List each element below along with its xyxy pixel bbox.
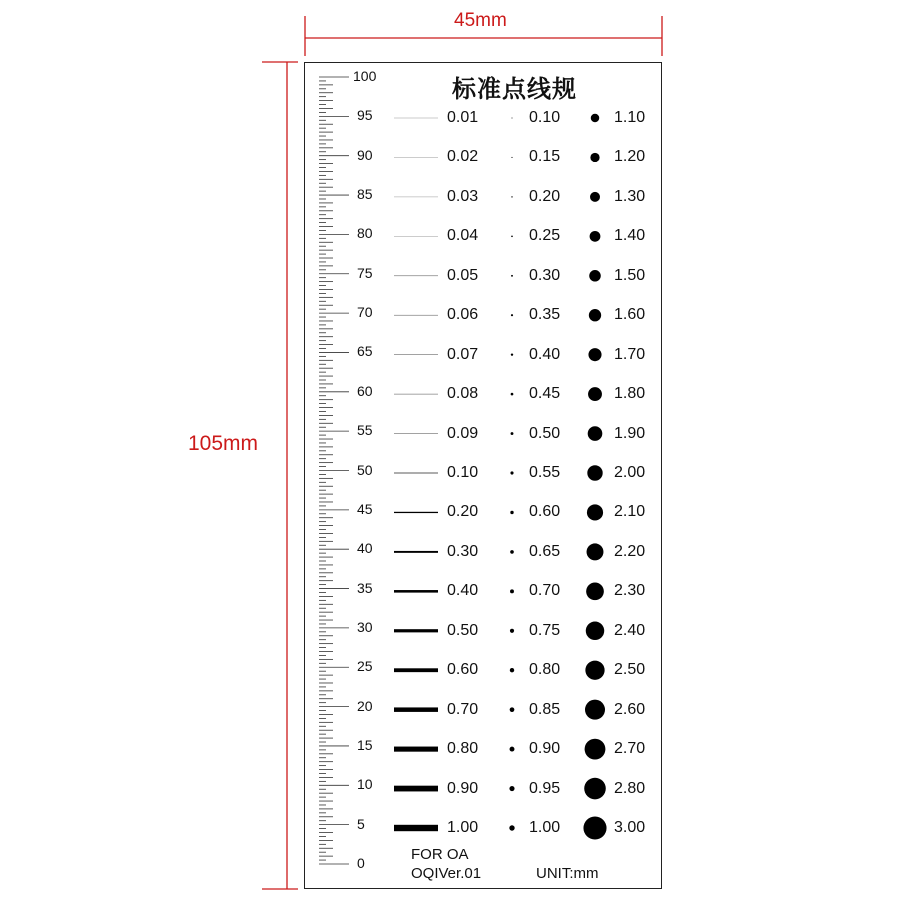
large-dot-label: 1.30 — [614, 187, 646, 205]
large-dot-label: 1.80 — [614, 385, 646, 403]
large-dot-label: 2.10 — [614, 503, 646, 521]
line-sample-label: 0.70 — [447, 700, 479, 718]
large-dot-sample — [587, 543, 604, 560]
ruler-tick-label: 70 — [357, 304, 373, 321]
ruler-tick-label: 90 — [357, 146, 373, 163]
small-dot-sample — [510, 471, 513, 474]
large-dot-label: 2.30 — [614, 582, 646, 600]
small-dot-label: 0.30 — [529, 266, 561, 284]
line-sample — [394, 433, 438, 434]
large-dot-label: 2.50 — [614, 661, 646, 679]
small-dot-sample — [511, 432, 514, 435]
small-dot-sample — [509, 786, 514, 791]
line-sample — [394, 354, 438, 355]
small-dot-sample — [510, 629, 514, 633]
small-dot-label: 0.20 — [529, 187, 561, 205]
small-dot-label: 0.15 — [529, 148, 561, 166]
line-sample — [394, 512, 438, 513]
large-dot-sample — [585, 700, 605, 720]
large-dot-label: 2.60 — [614, 700, 646, 718]
line-sample-label: 0.09 — [447, 424, 479, 442]
small-dot-label: 0.95 — [529, 779, 561, 797]
large-dot-label: 1.20 — [614, 148, 646, 166]
small-dot-label: 0.70 — [529, 582, 561, 600]
line-sample — [394, 747, 438, 752]
ruler-tick-label: 10 — [357, 776, 373, 793]
line-sample — [394, 825, 438, 831]
small-dot-sample — [510, 511, 513, 514]
small-dot-label: 0.10 — [529, 109, 561, 126]
large-dot-label: 1.60 — [614, 306, 646, 324]
ruler-tick-label: 65 — [357, 343, 373, 360]
large-dot-sample — [589, 309, 601, 321]
small-dot-sample — [511, 157, 512, 158]
gauge-title: 标准点线规 — [452, 75, 577, 103]
small-dot-sample — [510, 747, 515, 752]
line-sample-label: 0.10 — [447, 464, 479, 481]
line-sample — [394, 275, 438, 276]
large-dot-sample — [588, 348, 601, 361]
small-dot-sample — [509, 825, 514, 830]
line-sample — [394, 315, 438, 316]
large-dot-sample — [588, 387, 602, 401]
line-sample-label: 0.04 — [447, 227, 479, 245]
small-dot-label: 0.40 — [529, 345, 561, 363]
ruler-tick-label: 0 — [357, 855, 365, 871]
line-sample — [394, 551, 438, 553]
line-sample-label: 0.30 — [447, 542, 479, 560]
large-dot-sample — [588, 426, 603, 441]
line-sample-label: 0.03 — [447, 187, 479, 205]
small-dot-label: 0.45 — [529, 385, 561, 403]
line-sample — [394, 707, 438, 711]
large-dot-sample — [584, 778, 606, 800]
line-sample-label: 0.06 — [447, 306, 479, 324]
line-sample-label: 0.05 — [447, 266, 479, 284]
line-sample — [394, 473, 438, 474]
large-dot-sample — [586, 582, 604, 600]
small-dot-sample — [510, 707, 515, 712]
ruler-tick-label: 35 — [357, 579, 373, 596]
large-dot-label: 2.40 — [614, 621, 646, 639]
small-dot-label: 0.75 — [529, 621, 561, 639]
ruler-tick-label: 100 — [353, 68, 377, 84]
line-sample-label: 0.80 — [447, 740, 479, 758]
small-dot-sample — [512, 118, 513, 119]
line-sample-label: 1.00 — [447, 819, 479, 836]
line-sample — [394, 629, 438, 632]
small-dot-label: 1.00 — [529, 819, 561, 836]
line-sample — [394, 236, 438, 237]
ruler-tick-label: 30 — [357, 618, 373, 635]
small-dot-label: 0.80 — [529, 661, 561, 679]
large-dot-label: 1.40 — [614, 227, 646, 245]
large-dot-label: 2.20 — [614, 542, 646, 560]
large-dot-label: 2.70 — [614, 740, 646, 758]
small-dot-label: 0.85 — [529, 700, 561, 718]
small-dot-label: 0.65 — [529, 542, 561, 560]
height-dimension-label: 105mm — [188, 432, 259, 455]
line-sample-label: 0.40 — [447, 582, 479, 600]
large-dot-sample — [590, 231, 601, 242]
ruler-tick-label: 5 — [357, 815, 365, 832]
footer-for-oa: FOR OA — [411, 846, 469, 863]
small-dot-label: 0.50 — [529, 424, 561, 442]
small-dot-sample — [511, 196, 512, 197]
ruler-tick-label: 15 — [357, 736, 373, 753]
line-sample-label: 0.07 — [447, 345, 479, 363]
small-dot-sample — [511, 393, 514, 396]
ruler-tick-label: 20 — [357, 697, 373, 714]
footer-unit: UNIT:mm — [536, 865, 599, 882]
large-dot-label: 1.10 — [614, 109, 646, 126]
small-dot-label: 0.60 — [529, 503, 561, 521]
large-dot-label: 2.00 — [614, 464, 646, 481]
ruler-tick-label: 80 — [357, 225, 373, 242]
small-dot-sample — [510, 668, 514, 672]
ruler-tick-label: 95 — [357, 107, 373, 124]
small-dot-sample — [511, 353, 513, 355]
large-dot-sample — [591, 114, 599, 122]
large-dot-label: 1.50 — [614, 266, 646, 284]
large-dot-sample — [585, 661, 604, 680]
large-dot-sample — [590, 192, 600, 202]
footer-version: OQIVer.01 — [411, 865, 482, 882]
line-sample-label: 0.02 — [447, 148, 479, 166]
small-dot-sample — [511, 275, 513, 277]
large-dot-label: 1.90 — [614, 424, 646, 442]
line-sample — [394, 394, 438, 395]
large-dot-label: 2.80 — [614, 779, 646, 797]
small-dot-label: 0.55 — [529, 464, 561, 481]
large-dot-sample — [583, 816, 606, 839]
line-sample-label: 0.90 — [447, 779, 479, 797]
line-sample-label: 0.50 — [447, 621, 479, 639]
line-sample — [394, 786, 438, 792]
line-sample-label: 0.60 — [447, 661, 479, 679]
large-dot-sample — [586, 622, 604, 640]
large-dot-label: 1.70 — [614, 345, 646, 363]
large-dot-sample — [587, 504, 603, 520]
line-sample — [394, 118, 438, 119]
line-sample-label: 0.01 — [447, 109, 479, 126]
ruler-tick-label: 45 — [357, 500, 373, 517]
line-sample — [394, 668, 438, 672]
ruler-tick-label: 75 — [357, 264, 373, 281]
line-sample — [394, 157, 438, 158]
ruler-tick-label: 25 — [357, 658, 373, 675]
small-dot-sample — [511, 236, 513, 238]
line-sample-label: 0.20 — [447, 503, 479, 521]
line-sample — [394, 590, 438, 593]
ruler-tick-label: 50 — [357, 461, 373, 478]
line-sample-label: 0.08 — [447, 385, 479, 403]
small-dot-sample — [510, 550, 514, 554]
line-sample — [394, 197, 438, 198]
small-dot-sample — [511, 314, 513, 316]
large-dot-sample — [590, 153, 599, 162]
large-dot-sample — [589, 270, 601, 282]
width-dimension-label: 45mm — [454, 10, 507, 31]
small-dot-label: 0.35 — [529, 306, 561, 324]
ruler-tick-label: 55 — [357, 422, 373, 439]
small-dot-label: 0.90 — [529, 740, 561, 758]
large-dot-sample — [585, 739, 606, 760]
small-dot-sample — [510, 589, 514, 593]
ruler-tick-label: 85 — [357, 186, 373, 203]
small-dot-label: 0.25 — [529, 227, 561, 245]
large-dot-label: 3.00 — [614, 819, 646, 836]
large-dot-sample — [587, 465, 602, 480]
ruler-tick-label: 40 — [357, 540, 373, 557]
ruler-tick-label: 60 — [357, 382, 373, 399]
